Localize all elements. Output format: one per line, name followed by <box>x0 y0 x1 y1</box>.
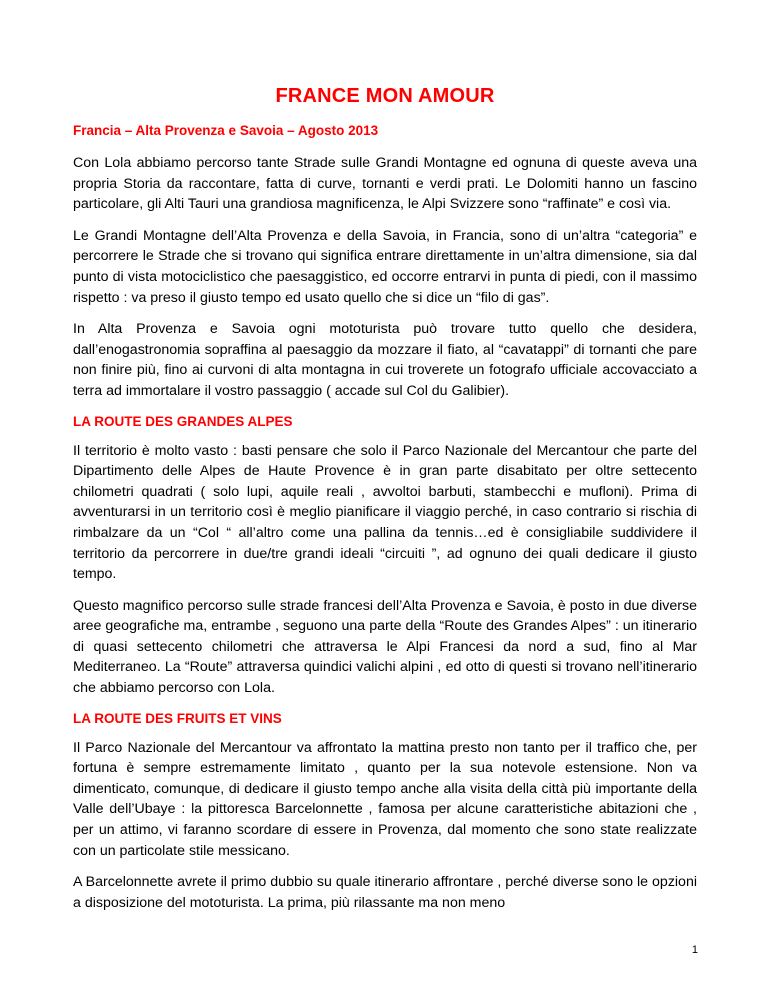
section-heading-fruits-et-vins: LA ROUTE DES FRUITS ET VINS <box>73 710 282 726</box>
paragraph: Il Parco Nazionale del Mercantour va affrontato la mattina presto non tanto per il traffico che, per fortuna è sempre estremamente limitato , quanto per la sua notevole estensione. Non va dimenticato, comunque, di dedicare il giusto tempo anche alla visita della città più importante della Valle dell’Ubaye : la pittoresca Barcelonnette , famosa per alcune caratteristiche abitazioni che , per un attimo, vi faranno scordare di essere in Provenza, dal momento che sono state realizzate con un particolate stile messicano. <box>73 739 697 859</box>
section-heading-grandes-alpes: LA ROUTE DES GRANDES ALPES <box>73 413 293 429</box>
page-number: 1 <box>691 944 698 956</box>
paragraph: Con Lola abbiamo percorso tante Strade sulle Grandi Montagne ed ognuna di queste aveva una propria Storia da raccontare, fatta di curve, tornanti e verdi prati. Le Dolomiti hanno un fascino particolare, gli Alti Tauri una grandiosa magnificenza, le Alpi Svizzere sono “raffinate” e così via. <box>73 155 697 213</box>
paragraph: Le Grandi Montagne dell’Alta Provenza e della Savoia, in Francia, sono di un’altra “categoria” e percorrere le Strade che si trovano qui significa entrare direttamente in un’altra dimensione, sia dal punto di vista motociclistico che paesaggistico, ed occorre entrarvi in punta di piedi, con il massimo rispetto : va preso il giusto tempo ed usato quello che si dice un “filo di gas”. <box>73 227 697 306</box>
paragraph: Questo magnifico percorso sulle strade francesi dell’Alta Provenza e Savoia, è posto in due diverse aree geografiche ma, entrambe , seguono una parte della “Route des Grandes Alpes” : un itinerario di quasi settecento chilometri che attraversa le Alpi Francesi da nord a sud, fino al Mar Mediterraneo. La “Route” attraversa quindici valichi alpini , ed otto di questi si trovano nell’itinerario che abbiamo percorso con Lola. <box>73 597 697 697</box>
paragraph: A Barcelonnette avrete il primo dubbio su quale itinerario affrontare , perché diverse sono le opzioni a disposizione del mototurista. La prima, più rilassante ma non meno <box>73 874 697 911</box>
paragraph: Il territorio è molto vasto : basti pensare che solo il Parco Nazionale del Mercantour che parte del Dipartimento delle Alpes de Haute Provence è in gran parte disabitato per oltre settecento chilometri quadrati ( solo lupi, aquile reali , avvoltoi barbuti, stambecchi e mufloni). Prima di avventurarsi in un territorio così è meglio pianificare il viaggio perché, in caso contrario si rischia di rimbalzare da un “Col “ all’altro come una pallina da tennis…ed è consigliabile suddividere il territorio da percorrere in due/tre grandi ideali “circuiti ”, ad ognuno dei quali dedicare il giusto tempo. <box>73 442 697 583</box>
document-body <box>73 82 697 924</box>
document-subtitle: Francia – Alta Provenza e Savoia – Agosto 2013 <box>73 123 379 138</box>
paragraph: In Alta Provenza e Savoia ogni mototurista può trovare tutto quello che desidera, dall’enogastronomia sopraffina al paesaggio da mozzare il fiato, al “cavatappi” di tornanti che pare non finire più, fino ai curvoni di alta montagna in cui troverete un fotografo ufficiale accovacciato a terra ad immortalare il vostro passaggio ( accade sul Col du Galibier). <box>73 321 697 399</box>
document-title: FRANCE MON AMOUR <box>275 85 495 107</box>
